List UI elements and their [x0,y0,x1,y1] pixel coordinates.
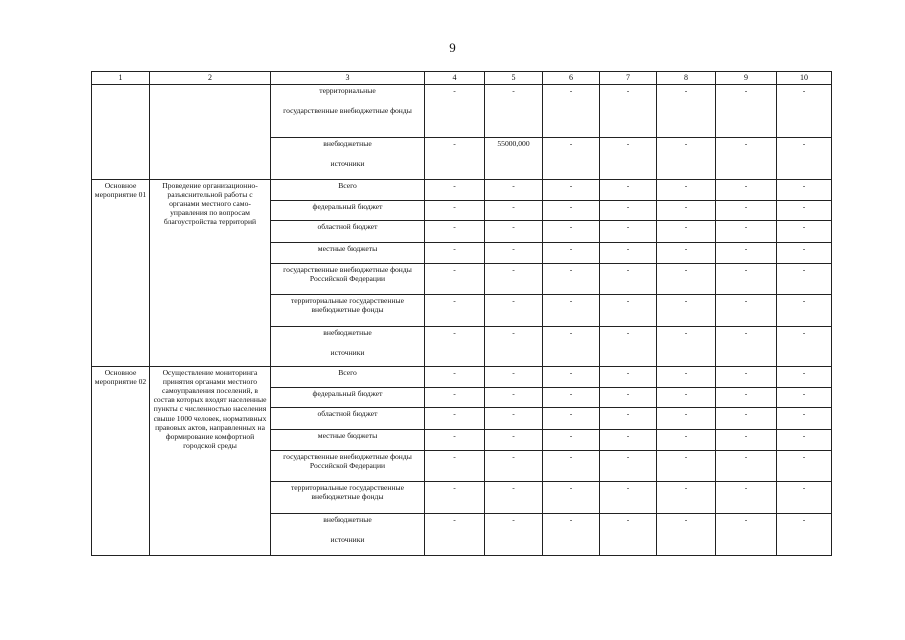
value-cell: - [485,367,543,388]
value-cell: - [777,138,832,180]
funding-source: областной бюджет [271,221,425,243]
column-header: 10 [777,72,832,85]
column-header: 4 [425,72,485,85]
value-cell: - [600,514,657,556]
event-code-cell [92,85,150,180]
value-cell: - [425,243,485,264]
value-cell: - [777,85,832,138]
value-cell: - [543,243,600,264]
value-cell: - [425,367,485,388]
value-cell: - [425,201,485,221]
value-cell: - [485,201,543,221]
value-cell: - [716,514,777,556]
table-row [92,85,832,138]
header-row [92,72,832,85]
column-header: 5 [485,72,543,85]
value-cell: - [485,85,543,138]
value-cell: - [543,388,600,408]
value-cell: - [716,367,777,388]
value-cell: - [543,264,600,295]
value-cell: - [657,430,716,451]
value-cell: - [543,85,600,138]
value-cell: - [657,221,716,243]
value-cell: - [485,388,543,408]
page-number: 9 [449,40,456,55]
value-cell: - [543,201,600,221]
column-header: 3 [271,72,425,85]
value-cell: - [777,430,832,451]
value-cell: - [600,295,657,327]
table-row [92,367,832,388]
value-cell: - [777,264,832,295]
value-cell: - [777,243,832,264]
value-cell: - [485,221,543,243]
value-cell: - [425,482,485,514]
value-cell: - [716,388,777,408]
value-cell: - [543,482,600,514]
value-cell: - [600,451,657,482]
value-cell: - [485,451,543,482]
value-cell: - [777,221,832,243]
value-cell: - [777,408,832,430]
funding-source: территориальные государственные внебюджетные фонды [271,482,425,514]
funding-source: Всего [271,180,425,201]
funding-source: местные бюджеты [271,430,425,451]
value-cell: - [716,180,777,201]
value-cell: - [425,408,485,430]
value-cell: - [716,243,777,264]
value-cell: - [716,451,777,482]
value-cell: - [485,264,543,295]
value-cell: - [657,367,716,388]
funding-source: внебюджетные источники [271,327,425,367]
value-cell: - [425,221,485,243]
value-cell: - [600,180,657,201]
value-cell: - [543,408,600,430]
value-cell: - [543,451,600,482]
value-cell: - [657,408,716,430]
value-cell: - [425,451,485,482]
value-cell: - [600,243,657,264]
value-cell: - [600,430,657,451]
value-cell: - [657,514,716,556]
value-cell: - [777,201,832,221]
value-cell: - [485,327,543,367]
value-cell: - [543,514,600,556]
table-row [92,180,832,201]
column-header: 9 [716,72,777,85]
funding-source: федеральный бюджет [271,388,425,408]
value-cell: - [485,514,543,556]
column-header: 7 [600,72,657,85]
funding-source: внебюджетные источники [271,514,425,556]
value-cell: - [425,514,485,556]
event-code: Основное мероприятие 01 [92,180,150,367]
value-cell: - [600,408,657,430]
value-cell: - [657,264,716,295]
value-cell: - [777,451,832,482]
value-cell: - [485,430,543,451]
value-cell: - [777,327,832,367]
funding-source: местные бюджеты [271,243,425,264]
event-name-cell [150,85,271,180]
value-cell: - [600,482,657,514]
value-cell: - [425,327,485,367]
value-cell: - [600,327,657,367]
funding-source: территориальные государственные внебюджетные фонды [271,85,425,138]
value-cell: - [716,430,777,451]
value-cell: - [425,138,485,180]
value-cell: - [543,430,600,451]
funding-source: государственные внебюджетные фонды Российской Федерации [271,451,425,482]
value-cell: - [716,327,777,367]
budget-table [91,71,832,556]
value-cell: - [657,243,716,264]
value-cell: - [657,295,716,327]
value-cell: - [600,388,657,408]
value-cell: - [485,295,543,327]
value-cell: - [600,367,657,388]
event-name: Проведение организационно-разъяснительной работы с органами местного само-управления по вопросам благоустройства территорий [150,180,271,367]
value-cell: - [657,327,716,367]
value-cell: - [657,85,716,138]
value-cell: - [543,138,600,180]
value-cell: - [425,180,485,201]
funding-source: территориальные государственные внебюджетные фонды [271,295,425,327]
event-name: Осуществление мониторинга принятия органами местного самоуправления поселений, в состав которых входят населенные пункты с численностью населения свыше 1000 человек, нормативных правовых актов, направленных на формирование комфортной городской среды [150,367,271,556]
value-cell: - [716,482,777,514]
value-cell: - [425,264,485,295]
funding-source: Всего [271,367,425,388]
funding-source: государственные внебюджетные фонды Российской Федерации [271,264,425,295]
value-cell: - [600,221,657,243]
value-cell: - [657,180,716,201]
value-cell: - [716,138,777,180]
value-cell: - [600,201,657,221]
value-cell: - [425,85,485,138]
value-cell: - [777,482,832,514]
value-cell: - [657,201,716,221]
funding-source: областной бюджет [271,408,425,430]
funding-source: внебюджетные источники [271,138,425,180]
value-cell: - [425,388,485,408]
value-cell: - [600,85,657,138]
column-header: 8 [657,72,716,85]
value-cell: - [716,295,777,327]
value-cell: - [777,295,832,327]
value-cell: - [543,221,600,243]
value-cell: - [716,408,777,430]
value-cell: - [716,201,777,221]
value-cell: - [485,180,543,201]
value-cell: - [425,295,485,327]
value-cell: - [716,264,777,295]
event-code: Основное мероприятие 02 [92,367,150,556]
value-cell: - [425,430,485,451]
value-cell: - [777,367,832,388]
value-cell: 55000,000 [485,138,543,180]
value-cell: - [543,327,600,367]
value-cell: - [600,264,657,295]
value-cell: - [657,138,716,180]
value-cell: - [657,451,716,482]
value-cell: - [485,482,543,514]
value-cell: - [657,388,716,408]
funding-source: федеральный бюджет [271,201,425,221]
value-cell: - [543,180,600,201]
column-header: 6 [543,72,600,85]
value-cell: - [777,180,832,201]
value-cell: - [716,221,777,243]
value-cell: - [600,138,657,180]
column-header: 1 [92,72,150,85]
value-cell: - [716,85,777,138]
value-cell: - [777,388,832,408]
value-cell: - [777,514,832,556]
value-cell: - [543,367,600,388]
value-cell: - [485,243,543,264]
value-cell: - [485,408,543,430]
value-cell: - [657,482,716,514]
column-header: 2 [150,72,271,85]
value-cell: - [543,295,600,327]
